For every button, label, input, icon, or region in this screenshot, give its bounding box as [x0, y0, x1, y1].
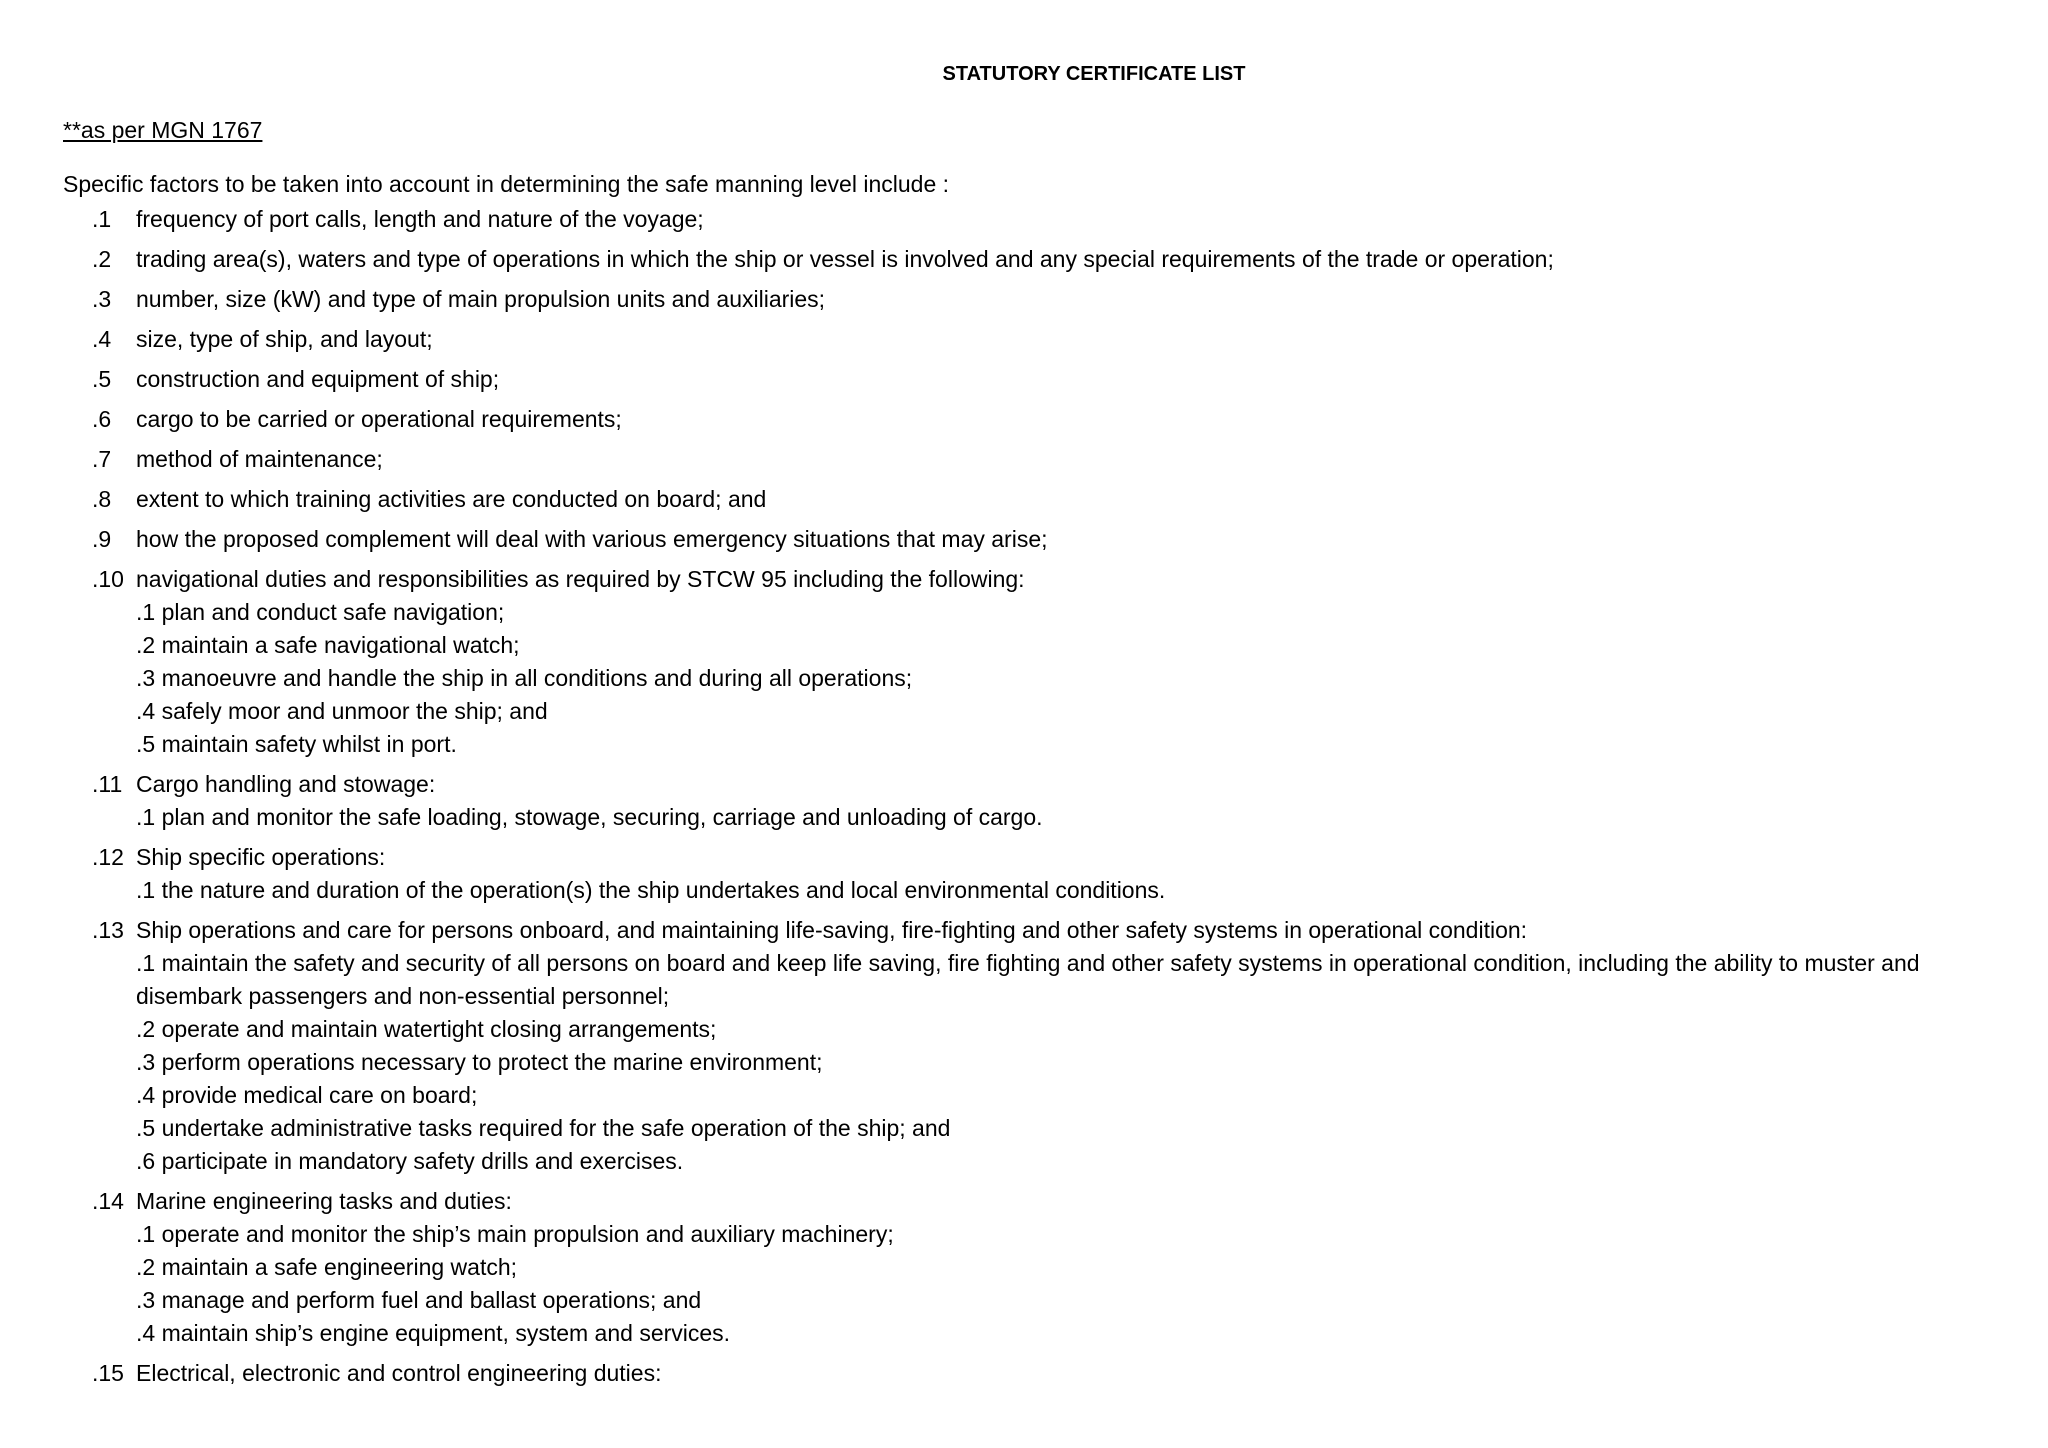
sub-list-item: .1 maintain the safety and security of all persons on board and keep life saving, fire fighting and other safety systems in operational condition, including the ability to muster and disembark passengers and non-essential personnel; — [136, 950, 1920, 1009]
list-item — [0, 363, 2048, 396]
list-item-number: .11 — [92, 771, 123, 797]
list-item-text: how the proposed complement will deal with various emergency situations that may arise; — [136, 526, 1048, 552]
sub-list-item: .1 plan and monitor the safe loading, stowage, securing, carriage and unloading of cargo. — [136, 804, 1043, 830]
list-item — [0, 914, 2048, 1178]
list-item — [0, 243, 2048, 276]
sub-list-item: .6 participate in mandatory safety drills and exercises. — [136, 1148, 684, 1174]
sub-list-item: .3 perform operations necessary to protect the marine environment; — [136, 1049, 823, 1075]
sub-list-item: .2 maintain a safe navigational watch; — [136, 632, 520, 658]
sub-list-item: .4 maintain ship’s engine equipment, system and services. — [136, 1320, 731, 1346]
list-item — [0, 563, 2048, 761]
list-item-number: .4 — [92, 326, 112, 352]
list-item — [0, 323, 2048, 356]
factor-list — [0, 203, 2048, 1397]
list-item-number: .15 — [92, 1360, 124, 1386]
list-item — [0, 523, 2048, 556]
list-item-number: .3 — [92, 286, 112, 312]
sub-list-item: .3 manage and perform fuel and ballast operations; and — [136, 1287, 702, 1313]
sub-list — [136, 947, 1996, 1178]
sub-list-item: .4 provide medical care on board; — [136, 1082, 478, 1108]
list-item-text: number, size (kW) and type of main propulsion units and auxiliaries; — [136, 286, 826, 312]
sub-list-item: .5 undertake administrative tasks required for the safe operation of the ship; and — [136, 1115, 951, 1141]
list-item-number: .1 — [92, 206, 112, 232]
sub-list-item: .1 operate and monitor the ship’s main propulsion and auxiliary machinery; — [136, 1221, 894, 1247]
sub-list-item: .2 maintain a safe engineering watch; — [136, 1254, 518, 1280]
sub-list-item: .1 plan and conduct safe navigation; — [136, 599, 505, 625]
sub-list-item: .5 maintain safety whilst in port. — [136, 731, 457, 757]
intro-text: Specific factors to be taken into account in determining the safe manning level include : — [63, 171, 950, 197]
list-item-number: .10 — [92, 566, 124, 592]
list-item-text: construction and equipment of ship; — [136, 366, 500, 392]
list-item-text: frequency of port calls, length and nature of the voyage; — [136, 206, 704, 232]
list-item-text: Ship specific operations: — [136, 844, 386, 870]
list-item-text: extent to which training activities are conducted on board; and — [136, 486, 767, 512]
list-item-text: Electrical, electronic and control engineering duties: — [136, 1360, 662, 1386]
list-item — [0, 203, 2048, 236]
list-item-text: Cargo handling and stowage: — [136, 771, 436, 797]
list-item — [0, 443, 2048, 476]
sub-list — [136, 874, 1996, 907]
list-item-number: .2 — [92, 246, 112, 272]
list-item-text: method of maintenance; — [136, 446, 383, 472]
list-item — [0, 403, 2048, 436]
list-item — [0, 1357, 2048, 1390]
list-item-number: .13 — [92, 917, 124, 943]
list-item-text: navigational duties and responsibilities as required by STCW 95 including the following: — [136, 566, 1025, 592]
reference-note: **as per MGN 1767 — [63, 117, 263, 143]
sub-list — [136, 596, 1996, 761]
list-item-number: .7 — [92, 446, 112, 472]
sub-list-item: .4 safely moor and unmoor the ship; and — [136, 698, 548, 724]
list-item-text: trading area(s), waters and type of operations in which the ship or vessel is involved and any special requirements of the trade or operation; — [136, 246, 1554, 272]
sub-list — [136, 1218, 1996, 1350]
sub-list-item: .2 operate and maintain watertight closing arrangements; — [136, 1016, 717, 1042]
list-item-number: .8 — [92, 486, 112, 512]
list-item-number: .12 — [92, 844, 124, 870]
list-item — [0, 483, 2048, 516]
list-item-number: .5 — [92, 366, 112, 392]
page-title: STATUTORY CERTIFICATE LIST — [942, 63, 1246, 85]
list-item — [0, 841, 2048, 907]
list-item-number: .9 — [92, 526, 112, 552]
sub-list — [136, 801, 1996, 834]
list-item-text: size, type of ship, and layout; — [136, 326, 433, 352]
sub-list-item: .3 manoeuvre and handle the ship in all conditions and during all operations; — [136, 665, 913, 691]
sub-list-item: .1 the nature and duration of the operation(s) the ship undertakes and local environmental conditions. — [136, 877, 1166, 903]
list-item-number: .14 — [92, 1188, 124, 1214]
list-item — [0, 283, 2048, 316]
list-item-text: Marine engineering tasks and duties: — [136, 1188, 512, 1214]
list-item-number: .6 — [92, 406, 112, 432]
list-item-text: cargo to be carried or operational requirements; — [136, 406, 622, 432]
list-item — [0, 1185, 2048, 1350]
list-item — [0, 768, 2048, 834]
list-item-text: Ship operations and care for persons onboard, and maintaining life-saving, fire-fighting and other safety systems in operational condition: — [136, 917, 1528, 943]
